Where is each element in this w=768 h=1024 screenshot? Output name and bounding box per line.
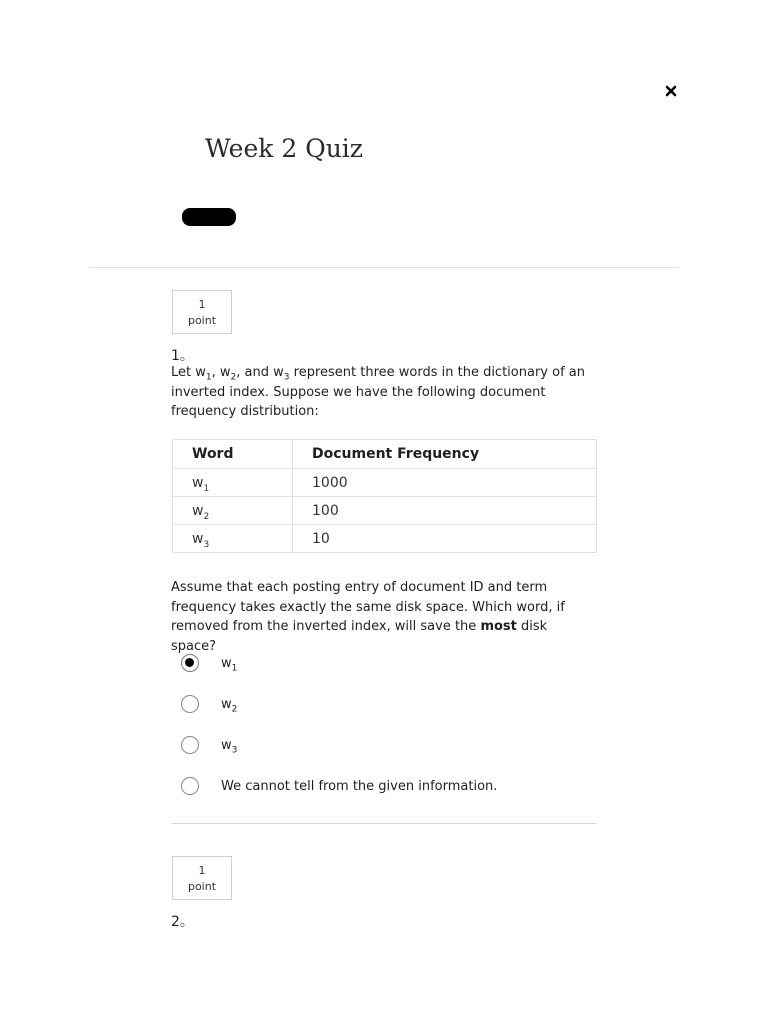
table-cell-frequency: 10 (293, 525, 597, 553)
table-header-frequency: Document Frequency (293, 440, 597, 469)
document-frequency-table (172, 439, 597, 553)
question-1-points-box (172, 290, 232, 334)
answer-option-4[interactable] (181, 775, 497, 797)
table-row (173, 525, 597, 553)
points-value: 1 (198, 864, 206, 877)
question-2-points-box (172, 856, 232, 900)
table-header-word: Word (173, 440, 293, 469)
answer-option-label: $w_3$ (221, 737, 238, 756)
radio-button[interactable] (181, 736, 199, 754)
answer-option-2[interactable] (181, 693, 237, 715)
question-1-followup: Assume that each posting entry of document ID and term frequency takes exactly the same disk space. Which word, if removed from the inverted index, will save the most disk space? (171, 580, 565, 654)
table-cell-word: $w_3$ (173, 525, 293, 553)
table-cell-frequency: 1000 (293, 469, 597, 497)
question-divider (171, 823, 597, 824)
question-1-number: 1。 (171, 348, 194, 364)
table-row (173, 497, 597, 525)
radio-button[interactable] (181, 777, 199, 795)
answer-option-label: We cannot tell from the given information. (221, 778, 498, 794)
question-2-number: 2。 (171, 914, 194, 930)
question-1-prompt: Let $w_1$, $w_2$, and $w_3$ represent three words in the dictionary of an inverted index. Suppose we have the following document frequency distribution: (171, 365, 585, 419)
points-label: point (187, 880, 217, 893)
answer-option-1[interactable] (181, 652, 237, 674)
table-row (173, 469, 597, 497)
close-button[interactable] (662, 82, 680, 100)
radio-button-selected[interactable] (181, 654, 199, 672)
close-icon (662, 82, 680, 100)
table-cell-word: $w_1$ (173, 469, 293, 497)
answer-option-3[interactable] (181, 734, 237, 756)
table-cell-frequency: 100 (293, 497, 597, 525)
answer-option-label: $w_2$ (221, 696, 238, 715)
redacted-mark (182, 208, 236, 226)
header-divider (89, 267, 679, 268)
points-value: 1 (198, 298, 206, 311)
answer-option-label: $w_1$ (221, 655, 238, 674)
points-label: point (187, 314, 217, 327)
radio-button[interactable] (181, 695, 199, 713)
quiz-title: Week 2 Quiz (205, 134, 363, 163)
table-header-row (173, 440, 597, 469)
table-cell-word: $w_2$ (173, 497, 293, 525)
